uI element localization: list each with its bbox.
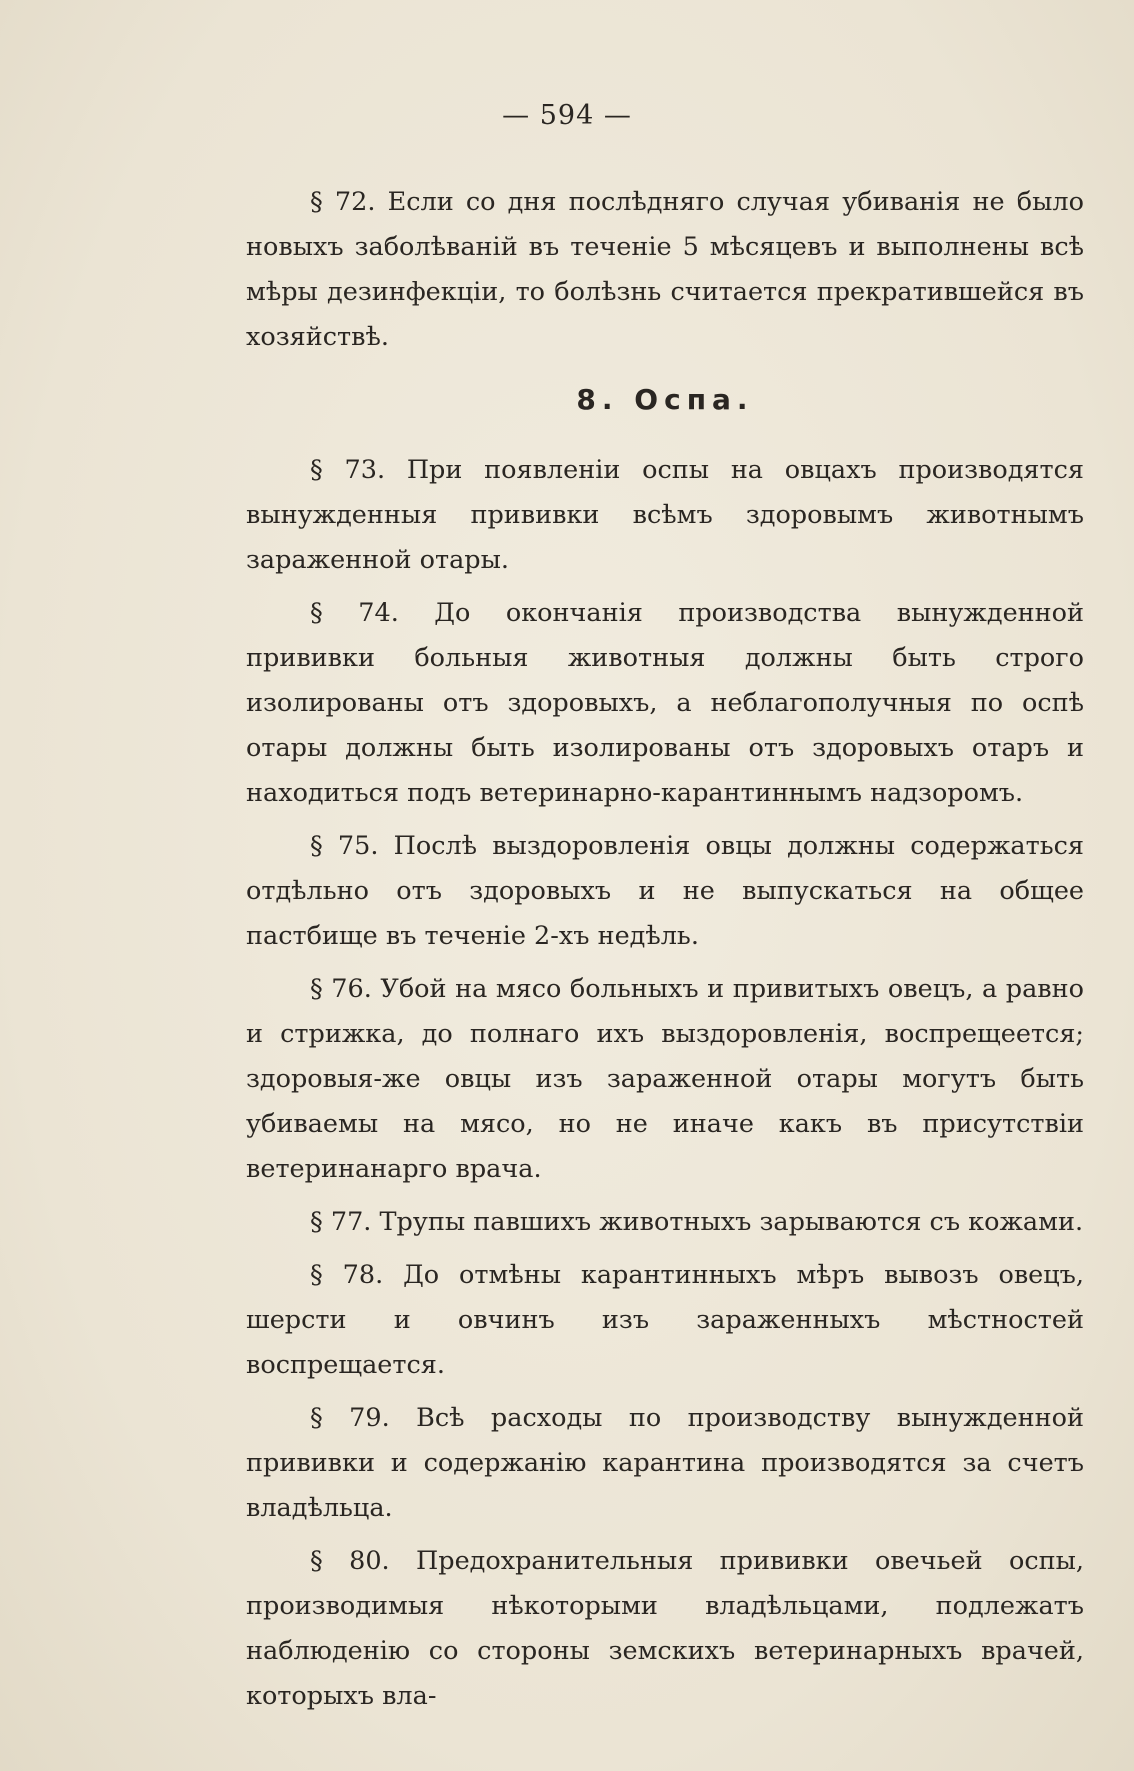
page-number: — 594 — [502,100,632,131]
body-text [246,180,1084,1727]
paragraph-75: § 75. Послѣ выздоровленія овцы должны содержаться отдѣльно отъ здоровыхъ и не выпускаться на общее пастбище въ теченіе 2-хъ недѣль. [246,831,1084,951]
paragraph-78: § 78. До отмѣны карантинныхъ мѣръ вывозъ овецъ, шерсти и овчинъ изъ зараженныхъ мѣстностей воспрещается. [246,1260,1084,1380]
section-heading: 8. Оспа. [576,383,754,416]
paragraph-77: § 77. Трупы павшихъ животныхъ зарываются съ кожами. [310,1207,1084,1237]
paragraph-73: § 73. При появленіи оспы на овцахъ производятся вынужденныя прививки всѣмъ здоровымъ животнымъ зараженной отары. [246,455,1084,575]
paragraph-74: § 74. До окончанія производства вынужденной прививки больныя животныя должны быть строго изолированы отъ здоровыхъ, а неблагополучныя по оспѣ отары должны быть изолированы отъ здоровыхъ отаръ и находиться подъ ветеринарно-карантиннымъ надзоромъ. [246,598,1084,808]
paragraph-76: § 76. Убой на мясо больныхъ и привитыхъ овецъ, а равно и стрижка, до полнаго ихъ выздоровленія, воспрещеется; здоровыя-же овцы изъ зараженной отары могутъ быть убиваемы на мясо, но не иначе какъ въ присутствіи ветеринанарго врача. [246,974,1084,1184]
paragraph-80: § 80. Предохранительныя прививки овечьей оспы, производимыя нѣкоторыми владѣльцами, подлежатъ наблюденію со стороны земскихъ ветеринарныхъ врачей, которыхъ вла- [246,1546,1084,1711]
paragraph-72: § 72. Если со дня послѣдняго случая убиванія не было новыхъ заболѣваній въ теченіе 5 мѣсяцевъ и выполнены всѣ мѣры дезинфекціи, то болѣзнь считается прекратившейся въ хозяйствѣ. [246,187,1084,352]
paragraph-79: § 79. Всѣ расходы по производству вынужденной прививки и содержанію карантина производятся за счетъ владѣльца. [246,1403,1084,1523]
